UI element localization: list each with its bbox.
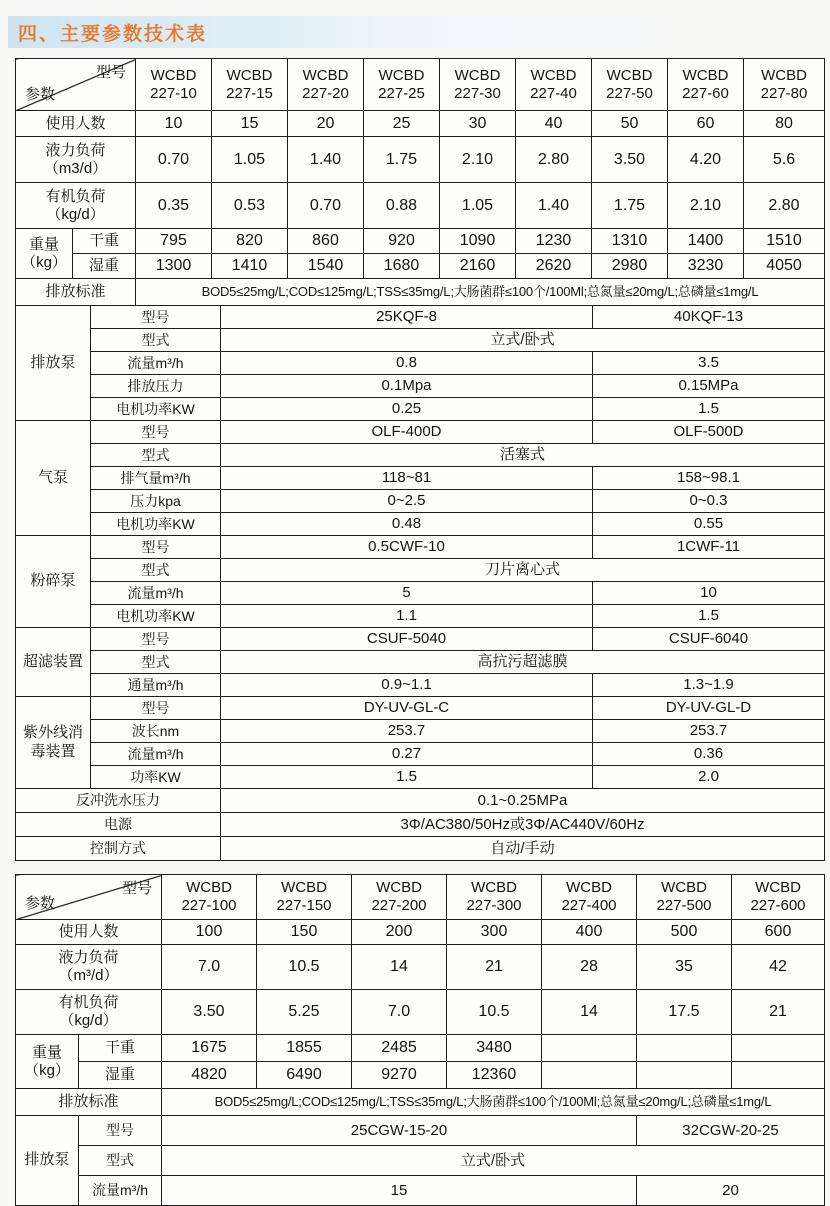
row-label: 型式 (91, 444, 221, 467)
value-cell: 80 (744, 111, 825, 137)
value-cell: 2160 (440, 254, 516, 279)
model-header-cell (744, 59, 825, 111)
value-cell: 5.6 (744, 137, 825, 183)
value-cell: 1.75 (364, 137, 440, 183)
value-cell: DY-UV-GL-C (221, 697, 593, 720)
value-cell: 1CWF-11 (593, 536, 825, 559)
model-code: 227-150 (276, 897, 332, 914)
model-code: 227-500 (656, 897, 712, 914)
corner-label-param: 参数 (25, 895, 56, 912)
table-row (16, 536, 825, 559)
value-cell: 0.9~1.1 (221, 674, 593, 697)
table-row (16, 674, 825, 697)
table-row (16, 743, 825, 766)
model-code: 227-600 (750, 897, 806, 914)
model-brand: WCBD (661, 879, 707, 896)
section-label: 超滤装置 (16, 628, 91, 697)
value-cell: CSUF-6040 (593, 628, 825, 651)
table-row (16, 945, 825, 990)
row-label: 液力负荷 （m3/d） (16, 137, 136, 183)
row-label: 干重 (73, 229, 136, 254)
table-row (16, 628, 825, 651)
row-label: 有机负荷 （kg/d） (16, 990, 162, 1035)
value-cell: CSUF-5040 (221, 628, 593, 651)
section-label: 气泵 (16, 421, 91, 536)
row-label: 流量m³/h (91, 582, 221, 605)
value-cell: 0~0.3 (593, 490, 825, 513)
value-cell: 860 (288, 229, 364, 254)
model-code: 227-50 (606, 84, 653, 102)
value-cell: 20 (637, 1176, 825, 1206)
table-row (16, 421, 825, 444)
value-cell: 40 (516, 111, 592, 137)
value-cell: 2.10 (668, 183, 744, 229)
model-header-cell (364, 59, 440, 111)
value-cell: 1510 (744, 229, 825, 254)
model-code: 227-100 (181, 897, 237, 914)
value-cell (542, 1062, 637, 1089)
table-row (16, 1089, 825, 1116)
spec-table-1-sections (15, 305, 825, 861)
table-row (16, 398, 825, 421)
model-code: 227-400 (561, 897, 617, 914)
value-cell: 1.3~1.9 (593, 674, 825, 697)
value-cell: 10.5 (257, 945, 352, 990)
row-label: 电源 (16, 813, 221, 837)
value-cell: 5 (221, 582, 593, 605)
table-row (16, 720, 825, 743)
value-cell: 4820 (162, 1062, 257, 1089)
table-row (16, 329, 825, 352)
value-cell: 3480 (447, 1035, 542, 1062)
value-cell: 0.88 (364, 183, 440, 229)
row-label: 使用人数 (16, 111, 136, 137)
value-cell: 12360 (447, 1062, 542, 1089)
value-cell: 500 (637, 920, 732, 945)
row-label: 型号 (91, 421, 221, 444)
model-brand: WCBD (186, 879, 232, 896)
value-cell: 2620 (516, 254, 592, 279)
table-row (16, 375, 825, 398)
table-row (16, 183, 825, 229)
model-brand: WCBD (606, 66, 653, 84)
table-header-row (16, 875, 825, 920)
value-cell: 3.50 (162, 990, 257, 1035)
value-cell: 9270 (352, 1062, 447, 1089)
value-cell: 1.75 (592, 183, 668, 229)
page-title: 四、主要参数技术表 (18, 23, 208, 45)
model-brand: WCBD (376, 879, 422, 896)
model-header-cell (352, 875, 447, 920)
row-label: 型式 (91, 559, 221, 582)
table-row (16, 1035, 825, 1062)
value-cell (542, 1035, 637, 1062)
model-code: 227-20 (302, 84, 349, 102)
table-row (16, 813, 825, 837)
value-cell: 1680 (364, 254, 440, 279)
model-header-cell (732, 875, 825, 920)
value-cell: 40KQF-13 (593, 306, 825, 329)
model-header-cell (447, 875, 542, 920)
section-label: 排放泵 (16, 1116, 79, 1206)
value-cell: 15 (162, 1176, 637, 1206)
row-label: 型号 (91, 306, 221, 329)
row-label: 控制方式 (16, 837, 221, 861)
row-label: 湿重 (79, 1062, 162, 1089)
value-cell: 1540 (288, 254, 364, 279)
value-cell: 100 (162, 920, 257, 945)
value-cell: 2.0 (593, 766, 825, 789)
section-discharge-pump (16, 306, 825, 421)
row-label: 电机功率KW (91, 605, 221, 628)
value-cell: 400 (542, 920, 637, 945)
table-row (16, 697, 825, 720)
value-cell: 253.7 (593, 720, 825, 743)
value-cell: 3Φ/AC380/50Hz或3Φ/AC440V/60Hz (221, 813, 825, 837)
section-uv-disinfection (16, 697, 825, 789)
value-cell: 25CGW-15-20 (162, 1116, 637, 1146)
value-cell: 3230 (668, 254, 744, 279)
value-cell: 820 (212, 229, 288, 254)
model-brand: WCBD (226, 66, 273, 84)
table1-footer-body (16, 789, 825, 861)
model-code: 227-40 (530, 84, 577, 102)
value-cell: 920 (364, 229, 440, 254)
value-cell: OLF-500D (593, 421, 825, 444)
row-label: 流量m³/h (79, 1176, 162, 1206)
value-cell: 158~98.1 (593, 467, 825, 490)
value-cell: 0.1~0.25MPa (221, 789, 825, 813)
value-cell: 3.50 (592, 137, 668, 183)
model-code: 227-10 (150, 84, 197, 102)
row-label: 流量m³/h (91, 352, 221, 375)
model-brand: WCBD (682, 66, 729, 84)
value-cell: 1.5 (593, 398, 825, 421)
value-cell: 1.40 (288, 137, 364, 183)
row-label: 型号 (91, 536, 221, 559)
table-row (16, 766, 825, 789)
value-cell (732, 1035, 825, 1062)
value-cell: 立式/卧式 (162, 1146, 825, 1176)
table-row (16, 513, 825, 536)
section-title-bar (8, 16, 718, 48)
model-code: 227-80 (760, 84, 808, 102)
row-label: 型号 (91, 628, 221, 651)
row-label: 电机功率KW (91, 398, 221, 421)
discharge-standard-value: BOD5≤25mg/L;COD≤125mg/L;TSS≤35mg/L;大肠菌群≤100个/100Ml;总氮量≤20mg/L;总磷量≤1mg/L (162, 1089, 825, 1116)
row-label: 波长nm (91, 720, 221, 743)
row-label: 压力kpa (91, 490, 221, 513)
spec-table-1-main (15, 58, 825, 306)
spec-table-2-large-models (15, 874, 825, 1206)
value-cell: 0.1Mpa (221, 375, 593, 398)
model-header-cell (162, 875, 257, 920)
table-header-row (16, 59, 825, 111)
value-cell (637, 1035, 732, 1062)
discharge-standard-value: BOD5≤25mg/L;COD≤125mg/L;TSS≤35mg/L;大肠菌群≤100个/100Ml;总氮量≤20mg/L;总磷量≤1mg/L (136, 279, 825, 306)
table-row (16, 789, 825, 813)
value-cell: 刀片离心式 (221, 559, 825, 582)
group-label-weight: 重量 （kg） (16, 229, 73, 279)
value-cell: 0.55 (593, 513, 825, 536)
value-cell: 1675 (162, 1035, 257, 1062)
table-row (16, 111, 825, 137)
value-cell: 0.15MPa (593, 375, 825, 398)
model-code: 227-200 (371, 897, 427, 914)
row-label: 型式 (91, 651, 221, 674)
value-cell: 1855 (257, 1035, 352, 1062)
row-label: 排放标准 (16, 279, 136, 306)
value-cell: 32CGW-20-25 (637, 1116, 825, 1146)
value-cell: 0.36 (593, 743, 825, 766)
value-cell: 0.35 (136, 183, 212, 229)
table-row (16, 605, 825, 628)
value-cell: 10.5 (447, 990, 542, 1035)
value-cell: 1090 (440, 229, 516, 254)
value-cell: 自动/手动 (221, 837, 825, 861)
row-label: 使用人数 (16, 920, 162, 945)
row-label: 功率KW (91, 766, 221, 789)
model-header-cell (212, 59, 288, 111)
section-ultrafiltration (16, 628, 825, 697)
model-code: 227-15 (226, 84, 273, 102)
model-header-cell (257, 875, 352, 920)
value-cell: 7.0 (352, 990, 447, 1035)
section-label: 排放泵 (16, 306, 91, 421)
value-cell: 1.05 (212, 137, 288, 183)
section-label: 紫外线消毒装置 (16, 697, 91, 789)
value-cell: 0.8 (221, 352, 593, 375)
table-row (16, 490, 825, 513)
value-cell: 活塞式 (221, 444, 825, 467)
value-cell: 0~2.5 (221, 490, 593, 513)
value-cell: 2.80 (516, 137, 592, 183)
value-cell: 1310 (592, 229, 668, 254)
row-label: 电机功率KW (91, 513, 221, 536)
table-row (16, 467, 825, 490)
value-cell: DY-UV-GL-D (593, 697, 825, 720)
corner-label-model: 型号 (95, 64, 126, 81)
model-brand: WCBD (378, 66, 425, 84)
value-cell: 35 (637, 945, 732, 990)
model-brand: WCBD (755, 879, 801, 896)
value-cell (637, 1062, 732, 1089)
section-air-pump (16, 421, 825, 536)
value-cell: 2485 (352, 1035, 447, 1062)
model-brand: WCBD (471, 879, 517, 896)
model-brand: WCBD (150, 66, 197, 84)
model-brand: WCBD (302, 66, 349, 84)
table-row (16, 651, 825, 674)
value-cell: 0.48 (221, 513, 593, 536)
value-cell: 4.20 (668, 137, 744, 183)
value-cell: 42 (732, 945, 825, 990)
value-cell: 60 (668, 111, 744, 137)
row-label: 排气量m³/h (91, 467, 221, 490)
row-label: 排放压力 (91, 375, 221, 398)
value-cell: 10 (136, 111, 212, 137)
table-row (16, 920, 825, 945)
value-cell: 1300 (136, 254, 212, 279)
value-cell: 1.05 (440, 183, 516, 229)
catalog-page (0, 16, 830, 1199)
value-cell: 50 (592, 111, 668, 137)
value-cell: 25KQF-8 (221, 306, 593, 329)
model-brand: WCBD (761, 66, 807, 84)
value-cell: 6490 (257, 1062, 352, 1089)
row-label: 型号 (79, 1116, 162, 1146)
section-label: 粉碎泵 (16, 536, 91, 628)
group-label-weight: 重量 （kg） (16, 1035, 79, 1089)
row-label: 型号 (91, 697, 221, 720)
value-cell: 17.5 (637, 990, 732, 1035)
value-cell: 15 (212, 111, 288, 137)
value-cell: 300 (447, 920, 542, 945)
value-cell: 0.27 (221, 743, 593, 766)
model-header-cell (516, 59, 592, 111)
table1-top-body (16, 59, 825, 306)
value-cell: 253.7 (221, 720, 593, 743)
value-cell: 1.40 (516, 183, 592, 229)
table-row (16, 229, 825, 254)
value-cell: 28 (542, 945, 637, 990)
table-row (16, 306, 825, 329)
model-brand: WCBD (281, 879, 327, 896)
table-row (16, 582, 825, 605)
value-cell: 1400 (668, 229, 744, 254)
value-cell: 1.1 (221, 605, 593, 628)
value-cell: 1230 (516, 229, 592, 254)
row-label: 干重 (79, 1035, 162, 1062)
value-cell (732, 1062, 825, 1089)
model-header-cell (592, 59, 668, 111)
table-row (16, 559, 825, 582)
value-cell: 14 (542, 990, 637, 1035)
value-cell: 1410 (212, 254, 288, 279)
model-code: 227-25 (378, 84, 425, 102)
value-cell: 1.5 (593, 605, 825, 628)
row-label: 流量m³/h (91, 743, 221, 766)
table-row (16, 1062, 825, 1089)
table-row (16, 254, 825, 279)
value-cell: 立式/卧式 (221, 329, 825, 352)
value-cell: 2980 (592, 254, 668, 279)
value-cell: 0.53 (212, 183, 288, 229)
row-label: 通量m³/h (91, 674, 221, 697)
value-cell: 20 (288, 111, 364, 137)
value-cell: 200 (352, 920, 447, 945)
row-label: 型式 (79, 1146, 162, 1176)
table-row (16, 1146, 825, 1176)
section-discharge-pump-2 (16, 1116, 825, 1206)
value-cell: 118~81 (221, 467, 593, 490)
value-cell: 1.5 (221, 766, 593, 789)
table-row (16, 279, 825, 306)
value-cell: 14 (352, 945, 447, 990)
table-row (16, 1116, 825, 1146)
value-cell: 高抗污超滤膜 (221, 651, 825, 674)
table-row (16, 137, 825, 183)
model-brand: WCBD (530, 66, 577, 84)
value-cell: 0.5CWF-10 (221, 536, 593, 559)
model-code: 227-300 (466, 897, 522, 914)
value-cell: 150 (257, 920, 352, 945)
table-row (16, 990, 825, 1035)
value-cell: 0.70 (136, 137, 212, 183)
value-cell: 25 (364, 111, 440, 137)
value-cell: 21 (732, 990, 825, 1035)
value-cell: 30 (440, 111, 516, 137)
value-cell: 2.10 (440, 137, 516, 183)
row-label: 湿重 (73, 254, 136, 279)
value-cell: 3.5 (593, 352, 825, 375)
model-brand: WCBD (454, 66, 501, 84)
value-cell: 7.0 (162, 945, 257, 990)
value-cell: 0.70 (288, 183, 364, 229)
section-grinder-pump (16, 536, 825, 628)
model-code: 227-60 (682, 84, 729, 102)
row-label: 液力负荷 （m³/d） (16, 945, 162, 990)
row-label: 有机负荷 （kg/d） (16, 183, 136, 229)
model-header-cell (136, 59, 212, 111)
value-cell: 0.25 (221, 398, 593, 421)
table-row (16, 1176, 825, 1206)
corner-label-param: 参数 (25, 86, 56, 103)
table-row (16, 352, 825, 375)
value-cell: 10 (593, 582, 825, 605)
value-cell: 600 (732, 920, 825, 945)
corner-cell (16, 59, 136, 111)
model-header-cell (288, 59, 364, 111)
value-cell: OLF-400D (221, 421, 593, 444)
value-cell: 21 (447, 945, 542, 990)
model-header-cell (542, 875, 637, 920)
value-cell: 5.25 (257, 990, 352, 1035)
value-cell: 795 (136, 229, 212, 254)
table-row (16, 837, 825, 861)
model-header-cell (440, 59, 516, 111)
model-brand: WCBD (566, 879, 612, 896)
table2-top-body (16, 875, 825, 1116)
model-header-cell (637, 875, 732, 920)
model-header-cell (668, 59, 744, 111)
model-code: 227-30 (454, 84, 501, 102)
value-cell: 4050 (744, 254, 825, 279)
table-row (16, 444, 825, 467)
row-label: 排放标准 (16, 1089, 162, 1116)
value-cell: 2.80 (744, 183, 825, 229)
row-label: 型式 (91, 329, 221, 352)
corner-cell (16, 875, 162, 920)
row-label: 反冲洗水压力 (16, 789, 221, 813)
corner-label-model: 型号 (121, 880, 152, 897)
